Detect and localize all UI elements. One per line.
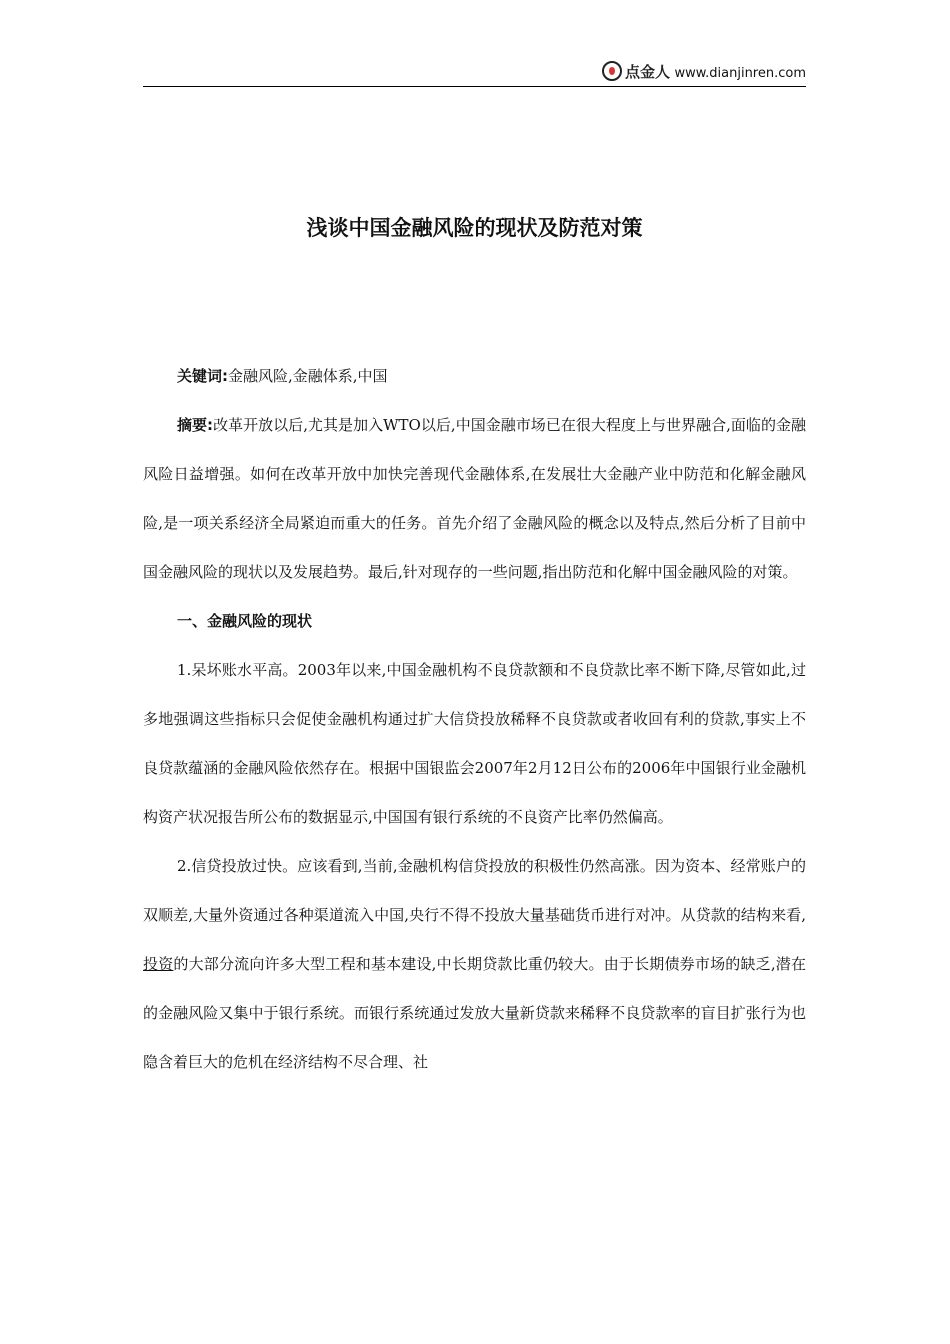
abstract-label: 摘要:	[177, 416, 214, 434]
document-title: 浅谈中国金融风险的现状及防范对策	[306, 216, 643, 240]
logo-icon	[602, 61, 622, 81]
site-url[interactable]: www.dianjinren.com	[674, 66, 806, 81]
paragraph-2-text-a: 2.信贷投放过快。应该看到,当前,金融机构信贷投放的积极性仍然高涨。因为资本、经常账户的双顺差,大量外资通过各种渠道流入中国,央行不得不投放大量基础货币进行对冲。从贷款的结构来看,	[143, 857, 806, 924]
keywords-label: 关键词:	[177, 367, 228, 385]
section-heading: 一、金融风险的现状	[177, 612, 313, 630]
section-paragraph-1: 1.呆坏账水平高。2003年以来,中国金融机构不良贷款额和不良贷款比率不断下降,尽管如此,过多地强调这些指标只会促使金融机构通过扩大信贷投放稀释不良贷款或者收回有利的贷款,事实上不良贷款蕴涵的金融风险依然存在。根据中国银监会2007年2月12日公布的2006年中国银行业金融机构资产状况报告所公布的数据显示,中国国有银行系统的不良资产比率仍然偏高。	[143, 661, 806, 826]
keywords-paragraph	[143, 352, 806, 401]
keywords-value: 金融风险,金融体系,中国	[228, 367, 388, 385]
logo-text: 点金人	[624, 62, 670, 81]
site-logo[interactable]	[602, 60, 670, 82]
section-paragraph-2	[143, 842, 806, 1087]
abstract-paragraph	[143, 401, 806, 597]
investment-link[interactable]: 投资	[143, 955, 174, 973]
page-header	[143, 58, 806, 87]
document-body	[143, 352, 806, 1087]
paragraph-2-text-b: 的大部分流向许多大型工程和基本建设,中长期贷款比重仍较大。由于长期债券市场的缺乏,潜在的金融风险又集中于银行系统。而银行系统通过发放大量新贷款来稀释不良贷款率的盲目扩张行为也隐含着巨大的危机在经济结构不尽合理、社	[143, 955, 806, 1071]
abstract-value: 改革开放以后,尤其是加入WTO以后,中国金融市场已在很大程度上与世界融合,面临的金融风险日益增强。如何在改革开放中加快完善现代金融体系,在发展壮大金融产业中防范和化解金融风险,是一项关系经济全局紧迫而重大的任务。首先介绍了金融风险的概念以及特点,然后分析了目前中国金融风险的现状以及发展趋势。最后,针对现存的一些问题,指出防范和化解中国金融风险的对策。	[143, 416, 806, 581]
